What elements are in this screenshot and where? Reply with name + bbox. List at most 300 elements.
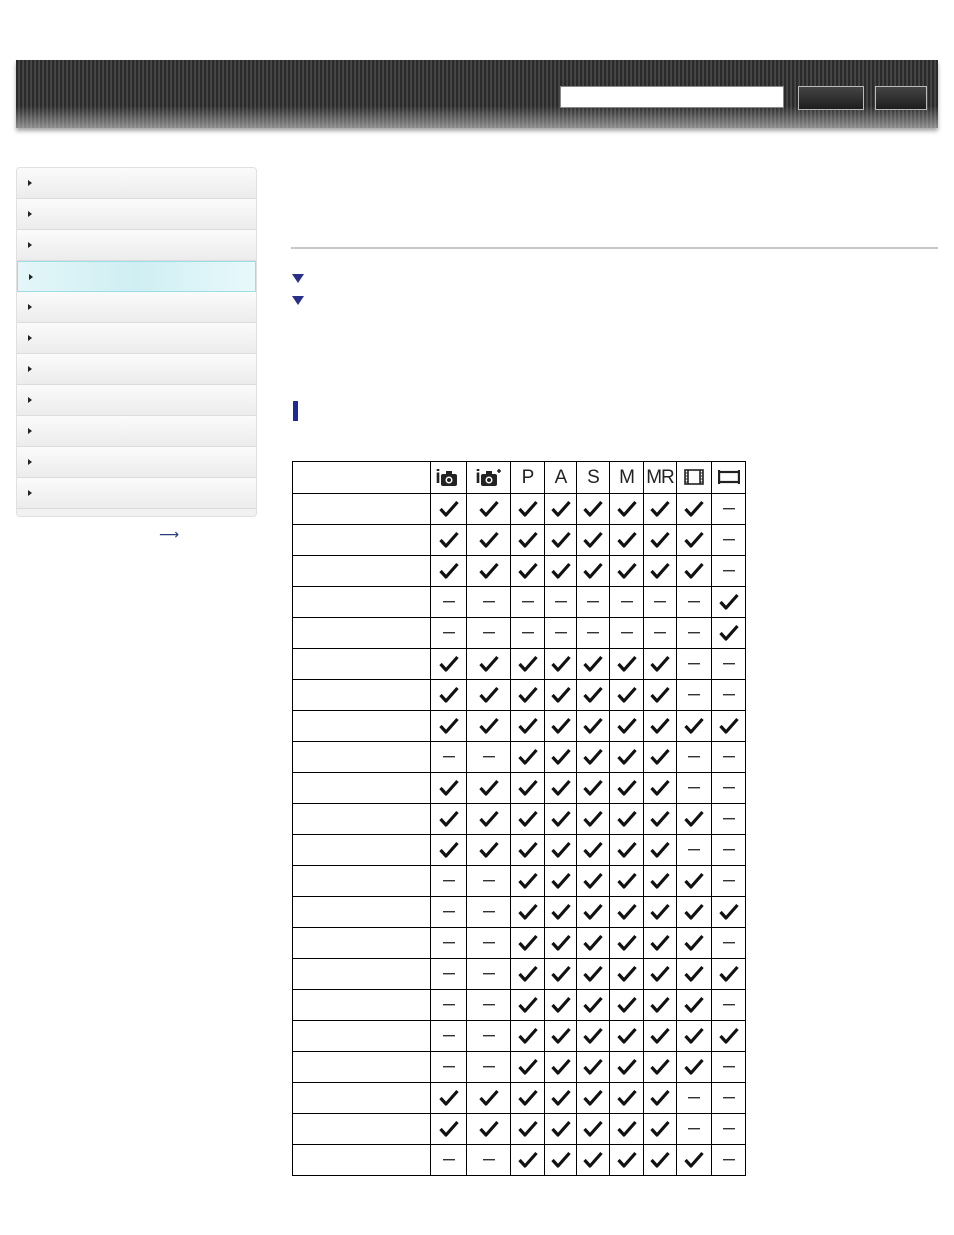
checkmark-icon [684,500,704,518]
dash-icon [442,941,456,945]
checkmark-icon [617,903,637,921]
checkmark-icon [479,686,499,704]
availability-cell [431,897,467,928]
table-row [293,618,746,649]
availability-cell [467,649,511,680]
dash-icon [521,600,535,604]
checkmark-icon [684,1151,704,1169]
dash-icon [482,755,496,759]
mode-label: i [475,466,480,488]
caret-right-icon [28,459,32,465]
availability-cell [644,742,677,773]
function-name-cell [293,959,431,990]
availability-cell [511,1145,545,1176]
checkmark-icon [551,531,571,549]
checkmark-icon [650,500,670,518]
caret-right-icon [28,366,32,372]
availability-cell [644,525,677,556]
caret-right-icon [28,428,32,434]
sidebar-item-11[interactable] [17,478,256,509]
help-button[interactable] [875,86,927,110]
dash-icon [722,507,736,511]
mode-header-manual-exposure [610,462,644,494]
checkmark-icon [617,841,637,859]
checkmark-icon [617,779,637,797]
availability-cell [677,959,712,990]
checkmark-icon [617,1058,637,1076]
availability-cell [577,773,610,804]
checkmark-icon [650,810,670,828]
availability-cell [644,587,677,618]
checkmark-icon [650,531,670,549]
checkmark-icon [650,779,670,797]
caret-right-icon [28,397,32,403]
checkmark-icon [719,965,739,983]
availability-cell [677,866,712,897]
checkmark-icon [439,717,459,735]
availability-cell [511,866,545,897]
checkmark-icon [684,717,704,735]
availability-cell [577,1145,610,1176]
dash-icon [653,631,667,635]
availability-cell [431,1145,467,1176]
checkmark-icon [518,903,538,921]
availability-cell [644,711,677,742]
availability-cell [577,866,610,897]
checkmark-icon [479,779,499,797]
availability-cell [577,494,610,525]
availability-cell [467,1021,511,1052]
function-name-cell [293,866,431,897]
table-row [293,649,746,680]
availability-cell [467,494,511,525]
availability-cell [577,897,610,928]
availability-cell [677,1083,712,1114]
availability-cell [712,1145,746,1176]
sidebar-item-3[interactable] [17,230,256,261]
function-name-cell [293,618,431,649]
checkmark-icon [551,500,571,518]
availability-cell [712,1083,746,1114]
availability-cell [545,866,577,897]
section-marker [293,401,298,421]
checkmark-icon [551,1089,571,1107]
checkmark-icon [479,841,499,859]
checkmark-icon [518,841,538,859]
checkmark-icon [583,810,603,828]
table-row [293,1052,746,1083]
availability-cell [610,525,644,556]
checkmark-icon [439,1120,459,1138]
availability-cell [431,1021,467,1052]
checkmark-icon [583,686,603,704]
mode-label: A [554,466,567,488]
checkmark-icon [719,1027,739,1045]
availability-cell [610,1083,644,1114]
checkmark-icon [583,531,603,549]
dash-icon [687,693,701,697]
availability-cell [644,1052,677,1083]
dash-icon [722,1003,736,1007]
availability-cell [511,711,545,742]
availability-cell [644,804,677,835]
checkmark-icon [583,500,603,518]
availability-cell [610,680,644,711]
function-header [293,462,431,494]
checkmark-icon [719,717,739,735]
availability-cell [677,804,712,835]
checkmark-icon [479,1089,499,1107]
availability-cell [712,1114,746,1145]
sidebar-item-8[interactable] [17,385,256,416]
checkmark-icon [479,562,499,580]
checkmark-icon [650,1151,670,1169]
film-icon [683,468,705,486]
availability-cell [644,1021,677,1052]
checkmark-icon [551,841,571,859]
availability-cell [467,680,511,711]
dash-icon [442,1158,456,1162]
dash-icon [722,879,736,883]
checkmark-icon [650,965,670,983]
checkmark-icon [583,1058,603,1076]
availability-cell [431,804,467,835]
availability-cell [610,1021,644,1052]
function-name-cell [293,773,431,804]
search-button[interactable] [798,86,864,110]
availability-cell [467,556,511,587]
checkmark-icon [518,810,538,828]
checkmark-icon [518,779,538,797]
dash-icon [442,910,456,914]
mode-header-shutter-priority [577,462,610,494]
table-row [293,525,746,556]
availability-cell [431,990,467,1021]
availability-cell [644,990,677,1021]
sidebar-item-6[interactable] [17,323,256,354]
dash-icon [722,817,736,821]
availability-cell [511,742,545,773]
availability-cell [545,773,577,804]
availability-cell [511,1021,545,1052]
function-name-cell [293,494,431,525]
checkmark-icon [551,717,571,735]
availability-cell [712,897,746,928]
availability-cell [577,1052,610,1083]
dash-icon [722,848,736,852]
availability-cell [644,494,677,525]
dash-icon [620,600,634,604]
availability-cell [610,494,644,525]
availability-cell [431,835,467,866]
checkmark-icon [684,531,704,549]
checkmark-icon [583,1027,603,1045]
availability-cell [467,959,511,990]
checkmark-icon [551,1151,571,1169]
availability-cell [712,618,746,649]
dash-icon [722,1096,736,1100]
checkmark-icon [551,779,571,797]
availability-cell [677,649,712,680]
mode-header-memory-recall [644,462,677,494]
sidebar-item-1[interactable] [17,168,256,199]
checkmark-icon [479,810,499,828]
sidebar-item-9[interactable] [17,416,256,447]
checkmark-icon [439,779,459,797]
availability-cell [467,866,511,897]
availability-cell [644,1145,677,1176]
availability-cell [644,649,677,680]
availability-cell [511,494,545,525]
checkmark-icon [551,1058,571,1076]
availability-cell [431,587,467,618]
availability-cell [545,1114,577,1145]
caret-right-icon [29,274,33,280]
availability-cell [644,928,677,959]
checkmark-icon [518,996,538,1014]
availability-cell [431,928,467,959]
availability-cell [577,835,610,866]
checkmark-icon [650,686,670,704]
availability-cell [577,649,610,680]
dash-icon [722,755,736,759]
availability-cell [511,773,545,804]
checkmark-icon [650,872,670,890]
availability-cell [511,680,545,711]
table-row [293,711,746,742]
checkmark-icon [617,965,637,983]
checkmark-icon [719,903,739,921]
availability-cell [467,1083,511,1114]
checkmark-icon [583,779,603,797]
availability-cell [545,959,577,990]
function-name-cell [293,649,431,680]
mode-label: MR [646,466,674,488]
sidebar-item-2[interactable] [17,199,256,230]
availability-cell [644,1114,677,1145]
table-row [293,897,746,928]
caret-right-icon [28,211,32,217]
availability-cell [712,835,746,866]
sidebar-item-7[interactable] [17,354,256,385]
checkmark-icon [583,841,603,859]
title-divider [291,247,938,249]
availability-cell [467,773,511,804]
dash-icon [722,1127,736,1131]
mode-label: P [521,466,534,488]
availability-cell [577,587,610,618]
checkmark-icon [617,686,637,704]
checkmark-icon [617,500,637,518]
availability-cell [431,866,467,897]
checkmark-icon [551,655,571,673]
dash-icon [482,910,496,914]
triangle-down-icon[interactable] [292,296,304,305]
checkmark-icon [518,686,538,704]
checkmark-icon [518,1089,538,1107]
availability-cell [511,804,545,835]
checkmark-icon [551,686,571,704]
function-name-cell [293,680,431,711]
sidebar-item-4[interactable] [17,261,256,292]
availability-cell [644,897,677,928]
checkmark-icon [684,903,704,921]
availability-cell [511,1114,545,1145]
availability-cell [712,494,746,525]
table-row [293,835,746,866]
mode-label: M [619,466,634,488]
dash-icon [722,1158,736,1162]
checkmark-icon [583,748,603,766]
sidebar-item-10[interactable] [17,447,256,478]
checkmark-icon [617,1027,637,1045]
mode-header-superior-auto [467,462,511,494]
table-row [293,1083,746,1114]
availability-cell [644,866,677,897]
checkmark-icon [479,717,499,735]
availability-cell [545,556,577,587]
checkmark-icon [551,996,571,1014]
camera-icon [440,469,462,487]
availability-cell [677,990,712,1021]
checkmark-icon [684,996,704,1014]
checkmark-icon [583,1151,603,1169]
availability-cell [610,711,644,742]
dash-icon [482,1065,496,1069]
dash-icon [442,1003,456,1007]
availability-cell [610,959,644,990]
dash-icon [687,631,701,635]
availability-cell [677,1114,712,1145]
availability-cell [511,1083,545,1114]
table-row [293,556,746,587]
camera-plus-icon [480,469,502,487]
table-row [293,928,746,959]
availability-cell [577,804,610,835]
availability-cell [431,1114,467,1145]
checkmark-icon [684,810,704,828]
search-input[interactable] [560,86,784,108]
availability-cell [467,897,511,928]
availability-cell [677,525,712,556]
availability-cell [467,742,511,773]
checkmark-icon [439,841,459,859]
function-name-cell [293,556,431,587]
dash-icon [722,538,736,542]
availability-cell [677,494,712,525]
checkmark-icon [650,934,670,952]
availability-cell [577,742,610,773]
dash-icon [722,662,736,666]
checkmark-icon [583,965,603,983]
sidebar-nav [16,167,257,517]
dash-icon [482,631,496,635]
availability-cell [511,649,545,680]
checkmark-icon [684,965,704,983]
availability-cell [712,556,746,587]
availability-cell [610,990,644,1021]
checkmark-icon [650,1058,670,1076]
checkmark-icon [617,1151,637,1169]
availability-cell [545,680,577,711]
availability-cell [545,525,577,556]
availability-cell [431,618,467,649]
availability-cell [511,835,545,866]
availability-cell [431,773,467,804]
triangle-down-icon[interactable] [292,274,304,283]
availability-cell [677,1145,712,1176]
availability-cell [610,556,644,587]
availability-cell [511,990,545,1021]
mode-header-sweep-panorama [712,462,746,494]
table-row [293,587,746,618]
availability-cell [577,680,610,711]
availability-cell [431,525,467,556]
availability-cell [545,494,577,525]
table-row [293,494,746,525]
availability-cell [545,897,577,928]
availability-cell [677,1052,712,1083]
checkmark-icon [518,965,538,983]
checkmark-icon [650,655,670,673]
availability-cell [644,618,677,649]
right-arrow-icon[interactable]: ⟶ [159,527,180,543]
availability-cell [545,1145,577,1176]
table-row [293,990,746,1021]
checkmark-icon [617,1120,637,1138]
sidebar-item-5[interactable] [17,292,256,323]
availability-cell [677,556,712,587]
availability-cell [677,835,712,866]
dash-icon [521,631,535,635]
availability-cell [511,959,545,990]
checkmark-icon [617,996,637,1014]
dash-icon [722,1065,736,1069]
availability-cell [577,618,610,649]
availability-cell [545,742,577,773]
checkmark-icon [439,562,459,580]
checkmark-icon [583,655,603,673]
availability-cell [644,556,677,587]
checkmark-icon [617,934,637,952]
availability-cell [467,711,511,742]
checkmark-icon [583,996,603,1014]
checkmark-icon [583,562,603,580]
availability-cell [511,556,545,587]
caret-right-icon [28,304,32,310]
availability-cell [431,556,467,587]
availability-cell [610,804,644,835]
table-row [293,680,746,711]
checkmark-icon [684,872,704,890]
function-compatibility-table [292,461,746,1176]
availability-cell [610,1052,644,1083]
checkmark-icon [518,1027,538,1045]
availability-cell [712,649,746,680]
availability-cell [677,897,712,928]
dash-icon [722,786,736,790]
checkmark-icon [617,872,637,890]
checkmark-icon [439,655,459,673]
availability-cell [677,680,712,711]
dash-icon [482,1158,496,1162]
dash-icon [687,786,701,790]
checkmark-icon [719,624,739,642]
availability-cell [577,1083,610,1114]
availability-cell [545,1052,577,1083]
availability-cell [610,742,644,773]
checkmark-icon [583,1089,603,1107]
